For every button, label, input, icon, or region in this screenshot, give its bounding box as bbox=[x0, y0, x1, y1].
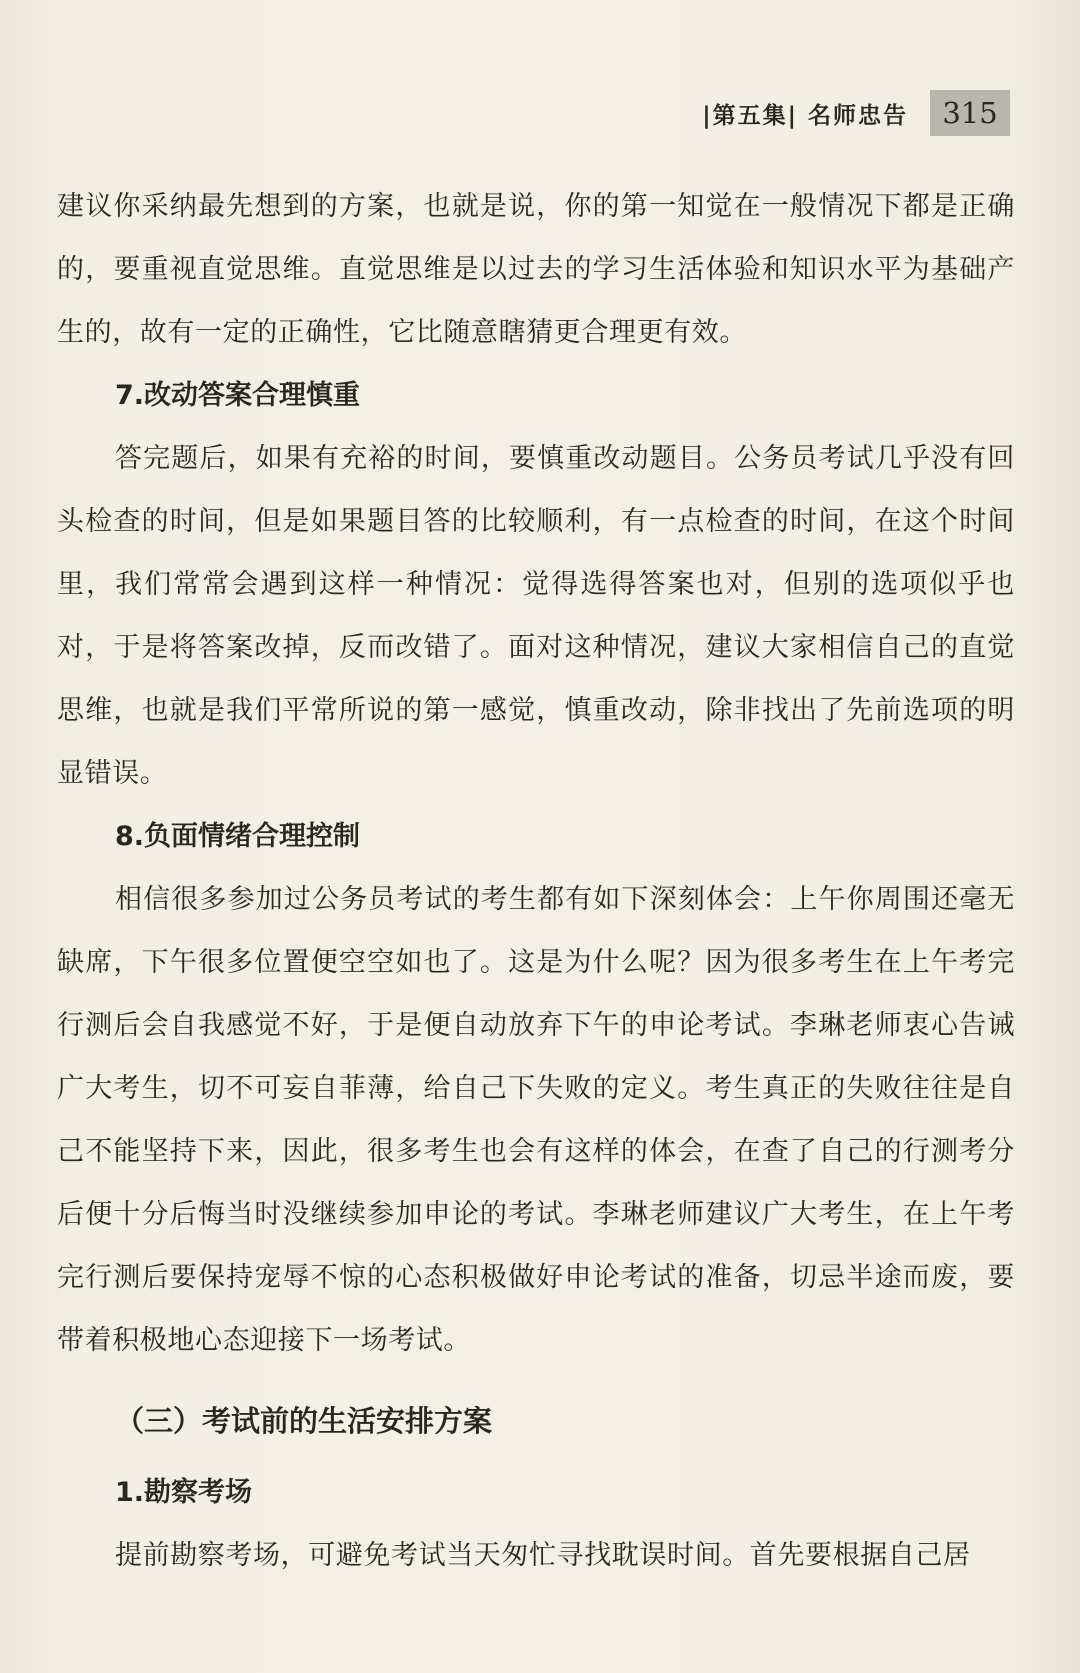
heading-item-1: 1.勘察考场 bbox=[115, 1477, 253, 1508]
paragraph-continuation: 建议你采纳最先想到的方案，也就是说，你的第一知觉在一般情况下都是正确的，要重视直觉思维。直觉思维是以过去的学习生活体验和知识水平为基础产生的，故有一定的正确性，它比随意瞎猜更合理更有效。 bbox=[57, 191, 1015, 348]
page-number: 315 bbox=[930, 90, 1010, 136]
paragraph-item-8: 相信很多参加过公务员考试的考生都有如下深刻体会：上午你周围还毫无缺席，下午很多位置便空空如也了。这是为什么呢？因为很多考生在上午考完行测后会自我感觉不好，于是便自动放弃下午的申论考试。李琳老师衷心告诫广大考生，切不可妄自菲薄，给自己下失败的定义。考生真正的失败往往是自己不能坚持下来，因此，很多考生也会有这样的体会，在查了自己的行测考分后便十分后悔当时没继续参加申论的考试。李琳老师建议广大考生，在上午考完行测后要保持宠辱不惊的心态积极做好申论考试的准备，切忌半途而废，要带着积极地心态迎接下一场考试。 bbox=[57, 884, 1015, 1356]
chapter-header: |第五集| 名师忠告 bbox=[702, 102, 908, 129]
page-content bbox=[57, 175, 1015, 1587]
running-header bbox=[702, 90, 1010, 136]
heading-item-7: 7.改动答案合理慎重 bbox=[115, 380, 361, 411]
paragraph-item-1: 提前勘察考场，可避免考试当天匆忙寻找耽误时间。首先要根据自己居 bbox=[115, 1540, 971, 1571]
heading-item-8: 8.负面情绪合理控制 bbox=[115, 821, 361, 852]
paragraph-item-7: 答完题后，如果有充裕的时间，要慎重改动题目。公务员考试几乎没有回头检查的时间，但是如果题目答的比较顺利，有一点检查的时间，在这个时间里，我们常常会遇到这样一种情况：觉得选得答案也对，但别的选项似乎也对，于是将答案改掉，反而改错了。面对这种情况，建议大家相信自己的直觉思维，也就是我们平常所说的第一感觉，慎重改动，除非找出了先前选项的明显错误。 bbox=[57, 443, 1015, 789]
section-heading-3: （三）考试前的生活安排方案 bbox=[115, 1404, 493, 1438]
